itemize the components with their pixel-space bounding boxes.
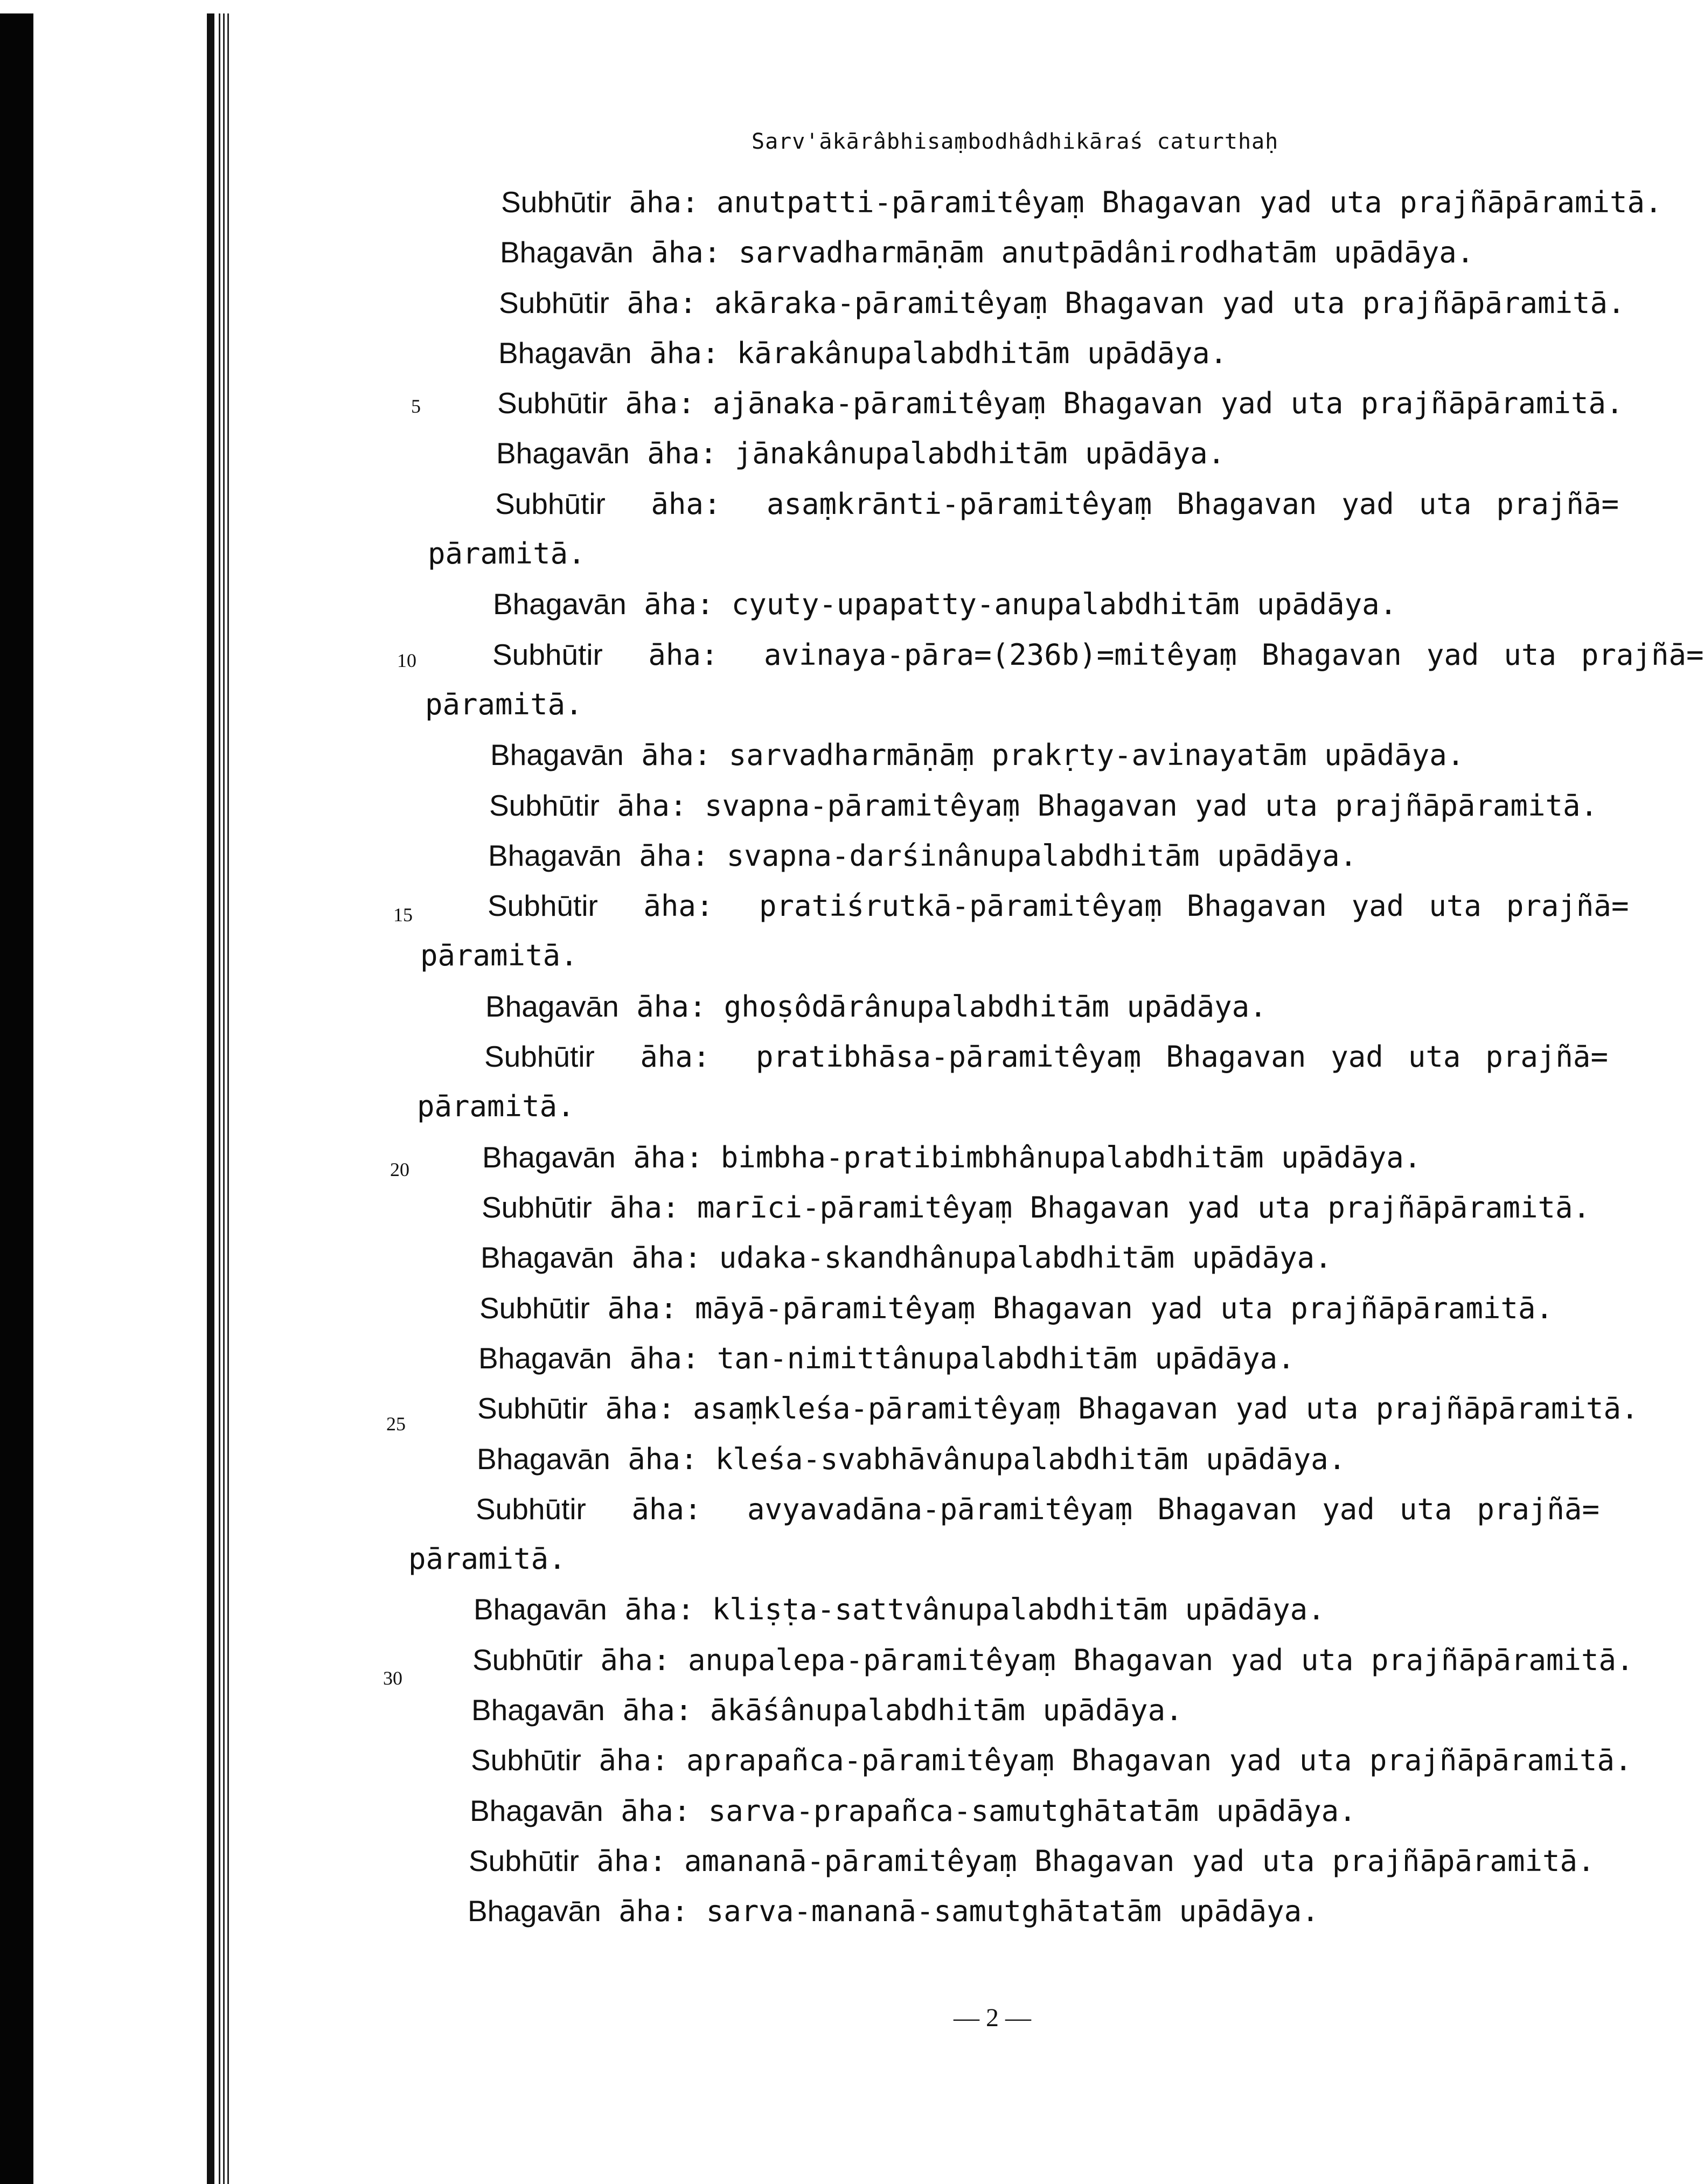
- text-line: [482, 1140, 1422, 1174]
- text-line: [477, 1444, 1346, 1474]
- utterance-word: Bhagavan: [1177, 487, 1317, 521]
- text-line: [497, 388, 1624, 418]
- utterance-word: prajñā=: [1477, 1492, 1599, 1526]
- utterance-text: ghoṣôdārânupalabdhitām upādāya.: [724, 990, 1267, 1024]
- speaker-name: Subhūtir: [488, 889, 598, 922]
- utterance-text: marīci-pāramitêyaṃ Bhagavan yad uta prajñāpāramitā.: [697, 1191, 1590, 1225]
- aha-marker: āha:: [644, 587, 714, 621]
- line-number: 15: [393, 904, 413, 926]
- text-line: [489, 789, 1598, 823]
- speaker-name: Subhūtir: [501, 185, 611, 219]
- utterance-text: svapna-darśinânupalabdhitām upādāya.: [726, 839, 1358, 873]
- text-line: [485, 990, 1267, 1024]
- text-line: [498, 338, 1227, 368]
- utterance-word: prajñā=: [1581, 638, 1704, 672]
- utterance-text: ajānaka-pāramitêyaṃ Bhagavan yad uta prajñāpāramitā.: [712, 386, 1624, 420]
- aha-marker: āha:: [639, 839, 710, 873]
- utterance-text: jānakânupalabdhitām upādāya.: [734, 436, 1226, 470]
- speaker-name: Bhagavān: [478, 1341, 612, 1375]
- line-number: 30: [383, 1667, 402, 1689]
- speaker-name: Subhūtir: [476, 1492, 586, 1526]
- text-line: [470, 1796, 1357, 1826]
- utterance-word: avyavadāna-pāramitêyaṃ: [747, 1492, 1133, 1526]
- binding-edge-line: [219, 13, 220, 2184]
- continuation-line: pāramitā.: [428, 537, 586, 571]
- speaker-name: Subhūtir: [492, 638, 603, 671]
- utterance-text: svapna-pāramitêyaṃ Bhagavan yad uta prajñāpāramitā.: [704, 789, 1598, 823]
- binding-shadow: [0, 13, 33, 2184]
- text-line: [471, 1695, 1183, 1725]
- utterance-word: yad: [1426, 638, 1479, 672]
- aha-marker: āha:: [625, 386, 695, 420]
- utterance-text: sarvadharmāṇām anutpādânirodhatām upādāya.: [738, 235, 1475, 269]
- utterance-word: uta: [1399, 1492, 1452, 1526]
- utterance-word: uta: [1504, 638, 1556, 672]
- aha-marker: āha:: [641, 738, 712, 772]
- utterance-word: yad: [1322, 1492, 1375, 1526]
- aha-marker: āha:: [605, 1392, 676, 1425]
- utterance-word: Bhagavan: [1157, 1492, 1298, 1526]
- text-line: [478, 1341, 1295, 1375]
- speaker-name: Bhagavān: [468, 1894, 601, 1928]
- aha-marker: āha:: [599, 1743, 669, 1777]
- line-number: 5: [411, 395, 421, 417]
- text-line: [493, 589, 1397, 619]
- speaker-name: Bhagavān: [481, 1241, 614, 1274]
- aha-marker: āha:: [622, 1693, 693, 1727]
- page-gutter: [33, 13, 207, 2184]
- aha-marker: āha:: [596, 1844, 667, 1878]
- utterance-text: udaka-skandhânupalabdhitām upādāya.: [719, 1241, 1332, 1275]
- text-line: [488, 841, 1357, 871]
- utterance-text: tan-nimittânupalabdhitām upādāya.: [717, 1341, 1295, 1375]
- aha-marker: āha:: [649, 336, 720, 370]
- aha-marker: āha:: [621, 1794, 691, 1828]
- speaker-name: Bhagavān: [493, 587, 627, 621]
- utterance-word: uta: [1418, 487, 1472, 521]
- utterance-text: cyuty-upapatty-anupalabdhitām upādāya.: [731, 587, 1397, 621]
- continuation-line: pāramitā.: [408, 1542, 566, 1576]
- utterance-word: prajñā=: [1506, 889, 1629, 923]
- speaker-name: Bhagavān: [477, 1442, 610, 1476]
- aha-marker: āha:: [633, 1140, 704, 1174]
- text-line: [496, 436, 1226, 470]
- text-line: [490, 740, 1464, 770]
- speaker-name: Subhūtir: [495, 487, 606, 520]
- utterance-text: amananā-pāramitêyaṃ Bhagavan yad uta prajñāpāramitā.: [684, 1844, 1595, 1878]
- text-line: [499, 288, 1625, 318]
- speaker-name: Subhūtir: [482, 1191, 592, 1224]
- binding-edge-line: [223, 13, 225, 2184]
- utterance-text: ākāśânupalabdhitām upādāya.: [710, 1693, 1183, 1727]
- aha-marker: āha:: [607, 1291, 678, 1325]
- utterance-word: uta: [1408, 1040, 1461, 1074]
- aha-marker: āha:: [628, 1442, 698, 1476]
- aha-marker: āha:: [600, 1643, 671, 1677]
- running-head: Sarv'ākārâbhisaṃbodhâdhikāraś caturthaḥ: [752, 129, 1279, 154]
- utterance-word: yad: [1351, 889, 1404, 923]
- text-line: [501, 187, 1663, 217]
- speaker-name: Subhūtir: [484, 1040, 595, 1073]
- speaker-name: Subhūtir: [499, 286, 609, 319]
- utterance-text: aprapañca-pāramitêyaṃ Bhagavan yad uta prajñāpāramitā.: [686, 1743, 1632, 1777]
- utterance-word: uta: [1429, 889, 1482, 923]
- utterance-text: kliṣṭa-sattvânupalabdhitām upādāya.: [712, 1592, 1325, 1626]
- aha-marker: āha:: [618, 1894, 689, 1928]
- continuation-line: pāramitā.: [417, 1089, 575, 1123]
- text-line: [474, 1592, 1325, 1626]
- aha-marker: āha:: [627, 286, 697, 320]
- text-line: [471, 1745, 1632, 1775]
- speaker-name: Bhagavān: [490, 738, 624, 771]
- speaker-name: Subhūtir: [472, 1643, 583, 1677]
- text-line: [479, 1293, 1553, 1323]
- aha-marker: āha:: [647, 436, 718, 470]
- aha-marker: āha:: [629, 185, 699, 219]
- text-line: [477, 1394, 1639, 1423]
- aha-marker: āha:: [631, 1492, 702, 1526]
- text-line: [484, 1042, 1608, 1072]
- speaker-name: Subhūtir: [469, 1844, 579, 1877]
- speaker-name: Subhūtir: [471, 1743, 581, 1777]
- page-number: — 2 —: [954, 2004, 1031, 2032]
- utterance-word: yad: [1341, 487, 1394, 521]
- continuation-line: pāramitā.: [420, 938, 578, 972]
- utterance-text: bimbha-pratibimbhânupalabdhitām upādāya.: [720, 1140, 1422, 1174]
- speaker-name: Subhūtir: [477, 1392, 588, 1425]
- aha-marker: āha:: [636, 990, 707, 1024]
- speaker-name: Bhagavān: [488, 839, 622, 872]
- speaker-name: Bhagavān: [485, 990, 619, 1023]
- binding-edge-line: [207, 13, 214, 2184]
- utterance-text: anutpatti-pāramitêyaṃ Bhagavan yad uta prajñāpāramitā.: [716, 185, 1663, 219]
- utterance-word: asaṃkrānti-pāramitêyaṃ: [766, 487, 1152, 521]
- utterance-text: kārakânupalabdhitām upādāya.: [736, 336, 1228, 370]
- speaker-name: Subhūtir: [479, 1291, 590, 1325]
- speaker-name: Bhagavān: [482, 1140, 616, 1174]
- utterance-word: avinaya-pāra=(236b)=mitêyaṃ: [763, 638, 1237, 672]
- utterance-text: sarva-prapañca-samutghātatām upādāya.: [708, 1794, 1357, 1828]
- utterance-word: Bhagavan: [1261, 638, 1402, 672]
- utterance-text: māyā-pāramitêyaṃ Bhagavan yad uta prajñāpāramitā.: [694, 1291, 1553, 1325]
- utterance-word: prajñā=: [1496, 487, 1619, 521]
- aha-marker: āha:: [651, 235, 721, 269]
- aha-marker: āha:: [617, 789, 687, 823]
- speaker-name: Bhagavān: [471, 1693, 605, 1727]
- utterance-word: prajñā=: [1485, 1040, 1608, 1074]
- aha-marker: āha:: [651, 487, 721, 521]
- aha-marker: āha:: [631, 1241, 702, 1275]
- utterance-word: yad: [1331, 1040, 1383, 1074]
- utterance-word: pratiśrutkā-pāramitêyaṃ: [759, 889, 1162, 923]
- aha-marker: āha:: [648, 638, 719, 672]
- aha-marker: āha:: [643, 889, 714, 923]
- speaker-name: Bhagavān: [470, 1794, 603, 1827]
- text-line: [500, 235, 1475, 269]
- utterance-text: asaṃkleśa-pāramitêyaṃ Bhagavan yad uta prajñāpāramitā.: [692, 1392, 1639, 1425]
- text-line: [476, 1494, 1599, 1524]
- utterance-text: sarvadharmāṇāṃ prakṛty-avinayatām upādāya.: [728, 738, 1465, 772]
- text-line: [472, 1645, 1634, 1675]
- text-line: [469, 1846, 1595, 1876]
- text-line: [482, 1191, 1590, 1225]
- speaker-name: Bhagavān: [500, 235, 634, 269]
- utterance-text: kleśa-svabhāvânupalabdhitām upādāya.: [715, 1442, 1346, 1476]
- text-line: [495, 489, 1619, 519]
- aha-marker: āha:: [609, 1191, 680, 1225]
- speaker-name: Subhūtir: [497, 386, 608, 420]
- utterance-text: akāraka-pāramitêyaṃ Bhagavan yad uta prajñāpāramitā.: [714, 286, 1625, 320]
- speaker-name: Bhagavān: [474, 1592, 607, 1626]
- utterance-word: pratibhāsa-pāramitêyaṃ: [755, 1040, 1142, 1074]
- text-line: [492, 640, 1704, 670]
- speaker-name: Bhagavān: [496, 436, 630, 470]
- binding-edge-line: [227, 13, 229, 2184]
- speaker-name: Subhūtir: [489, 789, 600, 822]
- utterance-text: anupalepa-pāramitêyaṃ Bhagavan yad uta prajñāpāramitā.: [687, 1643, 1634, 1677]
- continuation-line: pāramitā.: [425, 687, 583, 721]
- aha-marker: āha:: [629, 1341, 700, 1375]
- utterance-text: sarva-mananā-samutghātatām upādāya.: [706, 1894, 1319, 1928]
- utterance-word: Bhagavan: [1186, 889, 1327, 923]
- line-number: 25: [386, 1413, 406, 1435]
- aha-marker: āha:: [640, 1040, 711, 1074]
- utterance-word: Bhagavan: [1166, 1040, 1306, 1074]
- speaker-name: Bhagavān: [498, 336, 632, 370]
- line-number: 20: [390, 1159, 409, 1180]
- text-line: [488, 891, 1629, 921]
- line-number: 10: [397, 650, 416, 671]
- text-line: [468, 1896, 1319, 1926]
- aha-marker: āha:: [624, 1592, 695, 1626]
- text-line: [481, 1241, 1332, 1275]
